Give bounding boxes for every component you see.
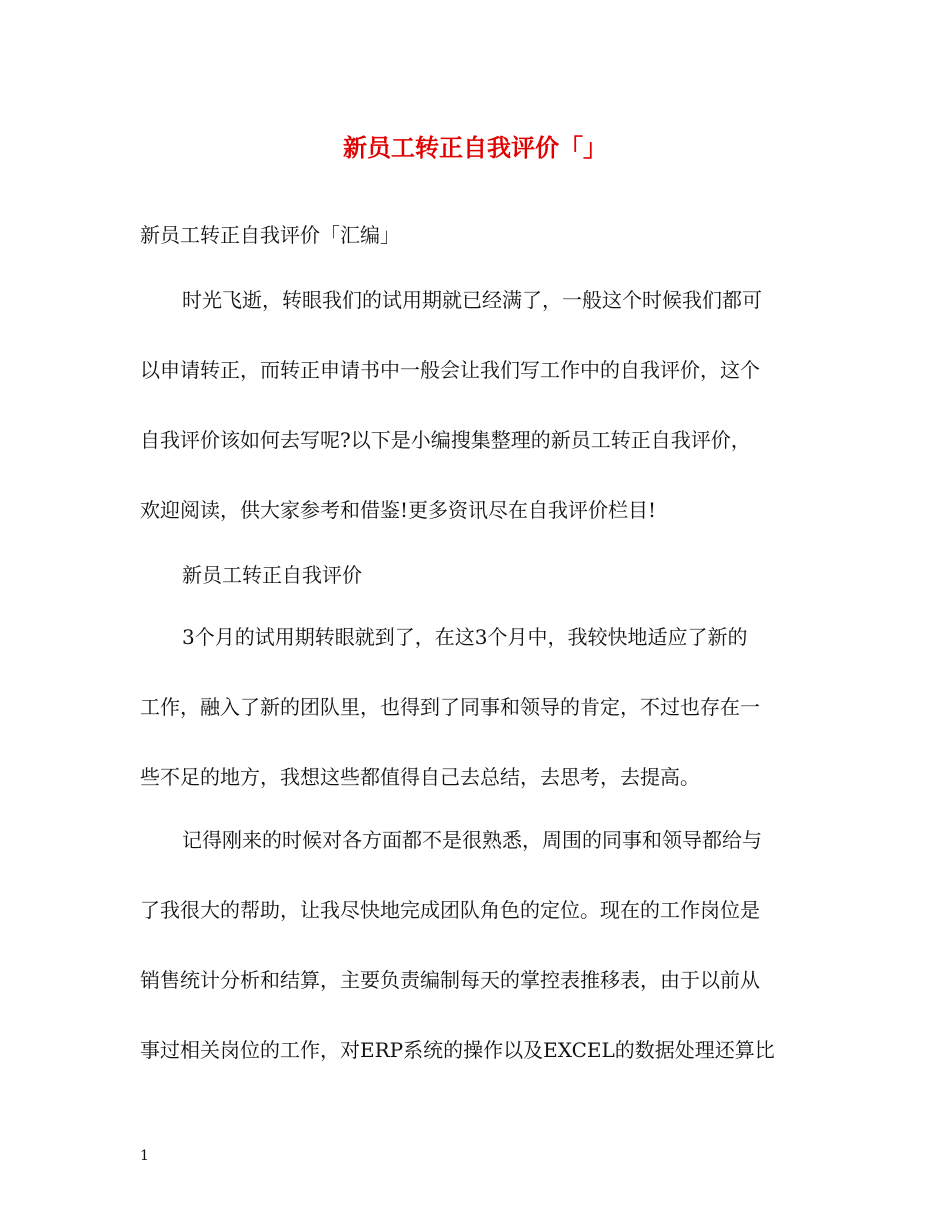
- body-line-1: 时光飞逝，转眼我们的试用期就已经满了，一般这个时候我们都可: [182, 288, 762, 312]
- body-line-7: 工作，融入了新的团队里，也得到了同事和领导的肯定，不过也存在一: [140, 695, 760, 719]
- body-line-4: 欢迎阅读，供大家参考和借鉴!更多资讯尽在自我评价栏目!: [140, 498, 657, 522]
- body-line-2: 以申请转正，而转正申请书中一般会让我们写工作中的自我评价，这个: [140, 358, 760, 382]
- body-line-11: 销售统计分析和结算，主要负责编制每天的掌控表推移表，由于以前从: [140, 968, 760, 992]
- section-heading: 新员工转正自我评价: [182, 563, 362, 587]
- body-line-9: 记得刚来的时候对各方面都不是很熟悉，周围的同事和领导都给与: [182, 828, 762, 852]
- page-title: 新员工转正自我评价「」: [343, 133, 607, 162]
- body-line-6: 3个月的试用期转眼就到了，在这3个月中，我较快地适应了新的: [182, 625, 748, 649]
- body-line-10: 了我很大的帮助，让我尽快地完成团队角色的定位。现在的工作岗位是: [140, 898, 760, 922]
- document-subtitle: 新员工转正自我评价「汇编」: [140, 223, 400, 247]
- body-line-12: 事过相关岗位的工作，对ERP系统的操作以及EXCEL的数据处理还算比: [140, 1038, 775, 1062]
- body-line-8: 些不足的地方，我想这些都值得自己去总结，去思考，去提高。: [140, 765, 700, 789]
- body-line-3: 自我评价该如何去写呢?以下是小编搜集整理的新员工转正自我评价，: [140, 428, 751, 452]
- page-number: 1: [140, 1148, 149, 1164]
